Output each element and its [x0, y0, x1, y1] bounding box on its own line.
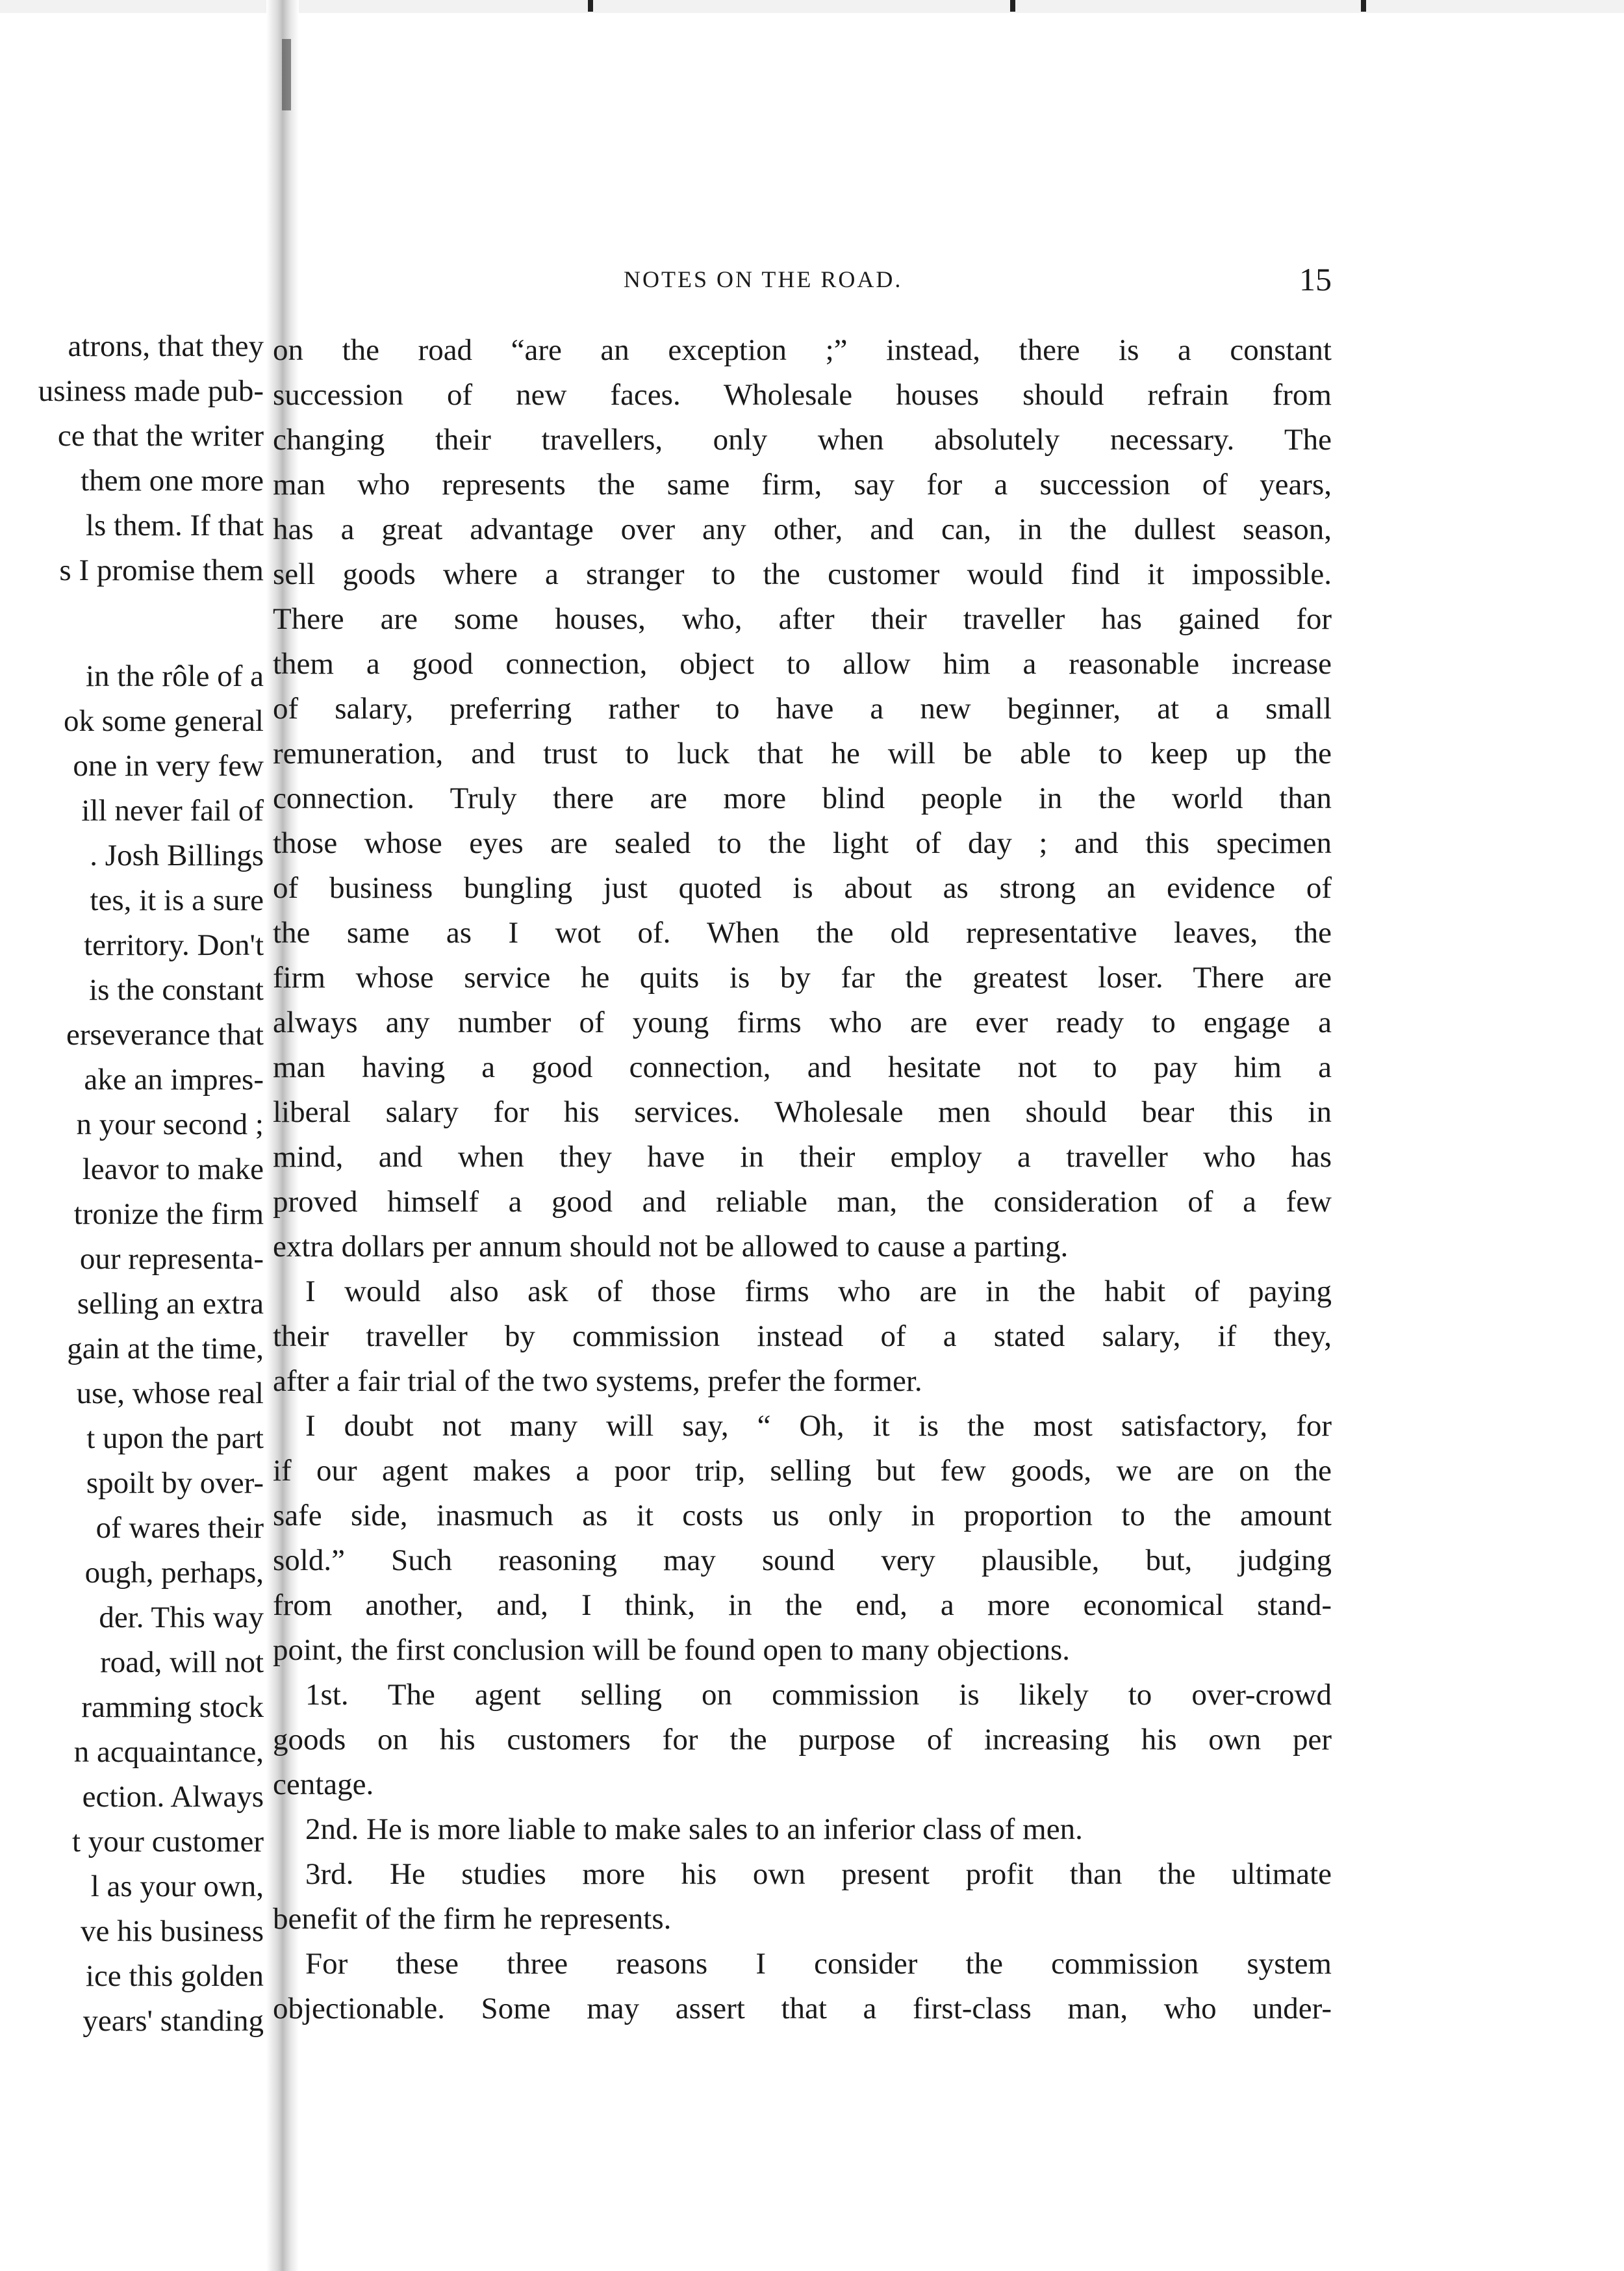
left-line: is the constant — [89, 973, 264, 1007]
left-line: years' standing — [82, 2004, 264, 2038]
gutter-shadow-mark — [282, 39, 291, 110]
text-line: man who represents the same firm, say for a succession of years, — [273, 468, 1332, 501]
left-line: ls them. If that — [85, 509, 264, 542]
text-line: sell goods where a stranger to the customer would find it impossible. — [273, 557, 1332, 591]
text-line: them a good connection, object to allow him a reasonable increase — [273, 647, 1332, 681]
left-line: our representa- — [79, 1242, 264, 1276]
left-line: . Josh Billings — [90, 839, 264, 872]
left-page-fragment — [0, 325, 264, 2079]
text-line: on the road “are an exception ;” instead, there is a constant — [273, 333, 1332, 367]
left-line: t upon the part — [86, 1421, 264, 1455]
left-line: erseverance that — [66, 1018, 264, 1052]
left-line: l as your own, — [90, 1870, 264, 1903]
left-line: der. This way — [99, 1601, 264, 1634]
left-line: t your customer — [72, 1825, 264, 1859]
text-line: after a fair trial of the two systems, prefer the former. — [273, 1364, 922, 1398]
text-line: I would also ask of those firms who are in the habit of paying — [305, 1275, 1332, 1308]
left-line: leavor to make — [82, 1152, 264, 1186]
text-line: their traveller by commission instead of a stated salary, if they, — [273, 1319, 1332, 1353]
left-line: in the rôle of a — [85, 659, 264, 693]
text-line: firm whose service he quits is by far the greatest loser. There are — [273, 961, 1332, 995]
text-line: sold.” Such reasoning may sound very plausible, but, judging — [273, 1543, 1332, 1577]
text-line: mind, and when they have in their employ a traveller who has — [273, 1140, 1332, 1174]
left-line: ice this golden — [85, 1959, 264, 1993]
text-line: 2nd. He is more liable to make sales to an inferior class of men. — [305, 1812, 1083, 1846]
left-line: ection. Always — [82, 1780, 264, 1814]
left-line: spoilt by over- — [86, 1466, 264, 1500]
text-line: For these three reasons I consider the commission system — [305, 1947, 1332, 1981]
left-line: ough, perhaps, — [84, 1556, 264, 1590]
page-number: 15 — [1299, 261, 1332, 298]
left-line: them one more — [81, 464, 264, 498]
scan-tick-mark — [1010, 0, 1015, 12]
text-line: connection. Truly there are more blind people in the world than — [273, 781, 1332, 815]
text-line: goods on his customers for the purpose of increasing his own per — [273, 1723, 1332, 1757]
text-line: if our agent makes a poor trip, selling but few goods, we are on the — [273, 1454, 1332, 1488]
text-line: changing their travellers, only when absolutely necessary. The — [273, 423, 1332, 457]
left-line: ve his business — [81, 1914, 264, 1948]
left-line: territory. Don't — [84, 928, 264, 962]
text-line: extra dollars per annum should not be allowed to cause a parting. — [273, 1230, 1069, 1263]
left-line: ramming stock — [81, 1690, 264, 1724]
body-text — [273, 328, 1332, 2031]
text-line: has a great advantage over any other, and can, in the dullest season, — [273, 513, 1332, 546]
left-line: ok some general — [63, 704, 264, 738]
left-line: ce that the writer — [57, 419, 264, 453]
left-line: atrons, that they — [68, 329, 264, 363]
left-line: gain at the time, — [67, 1332, 264, 1365]
text-line: I doubt not many will say, “ Oh, it is the most satisfactory, for — [305, 1409, 1332, 1443]
text-line: the same as I wot of. When the old representative leaves, the — [273, 916, 1332, 950]
scan-top-edge — [0, 0, 1624, 13]
left-line: s I promise them — [59, 553, 264, 587]
left-line: ill never fail of — [81, 794, 264, 828]
left-line: n your second ; — [76, 1108, 264, 1141]
text-line: safe side, inasmuch as it costs us only in proportion to the amount — [273, 1499, 1332, 1532]
left-line: road, will not — [100, 1645, 264, 1679]
left-line: one in very few — [73, 749, 264, 783]
left-line: tronize the firm — [73, 1197, 264, 1231]
text-line: proved himself a good and reliable man, the consideration of a few — [273, 1185, 1332, 1219]
text-line: remuneration, and trust to luck that he will be able to keep up the — [273, 737, 1332, 770]
text-line: of salary, preferring rather to have a new beginner, at a small — [273, 692, 1332, 726]
text-line: succession of new faces. Wholesale houses should refrain from — [273, 378, 1332, 412]
scan-tick-mark — [1361, 0, 1366, 12]
left-line: usiness made pub- — [38, 374, 264, 408]
left-line: tes, it is a sure — [90, 883, 264, 917]
left-line: ake an impres- — [84, 1063, 264, 1097]
text-line: point, the first conclusion will be found open to many objections. — [273, 1633, 1071, 1667]
scan-tick-mark — [588, 0, 593, 12]
text-line: benefit of the firm he represents. — [273, 1902, 672, 1936]
text-line: objectionable. Some may assert that a first-class man, who under- — [273, 1992, 1332, 2025]
text-line: There are some houses, who, after their traveller has gained for — [273, 602, 1332, 636]
left-line: of wares their — [95, 1511, 264, 1545]
left-line: n acquaintance, — [73, 1735, 264, 1769]
page-header — [299, 260, 1332, 299]
text-line: 1st. The agent selling on commission is likely to over-crowd — [305, 1678, 1332, 1712]
text-line: those whose eyes are sealed to the light of day ; and this specimen — [273, 826, 1332, 860]
left-line: use, whose real — [76, 1377, 264, 1410]
text-line: man having a good connection, and hesitate not to pay him a — [273, 1050, 1332, 1084]
text-line: always any number of young firms who are ever ready to engage a — [273, 1006, 1332, 1039]
left-line: selling an extra — [77, 1287, 264, 1321]
text-line: of business bungling just quoted is about as strong an evidence of — [273, 871, 1332, 905]
text-line: 3rd. He studies more his own present profit than the ultimate — [305, 1857, 1332, 1891]
running-title: NOTES ON THE ROAD. — [624, 266, 903, 292]
text-line: centage. — [273, 1768, 374, 1801]
text-line: liberal salary for his services. Wholesale men should bear this in — [273, 1095, 1332, 1129]
text-line: from another, and, I think, in the end, a more economical stand- — [273, 1588, 1332, 1622]
